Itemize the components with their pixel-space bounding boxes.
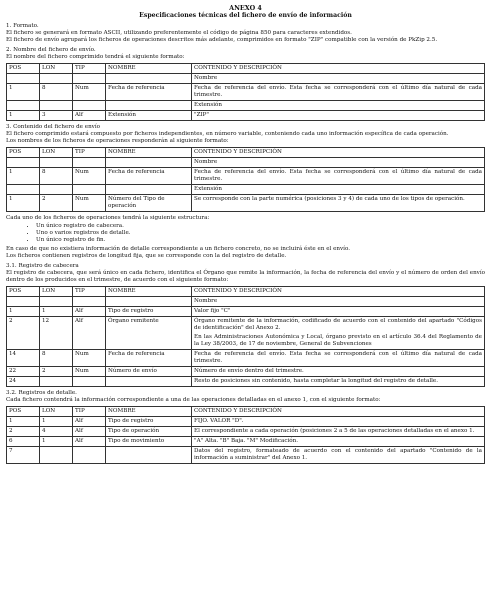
col-pos-header: POS [7, 287, 40, 297]
structure-intro: Cada uno de los ficheros de operaciones tendrá la siguiente estructura: [6, 215, 210, 221]
list-item: • Un único registro de cabecera. [36, 223, 485, 230]
cell-desc-paragraph: En las Administraciones Autonómica y Local, órgano previsto en el artículo 36.4 del Reglamento de la Ley 38/2003, de 17 de noviembre, General de Subvenciones [194, 334, 482, 347]
table-row [7, 367, 485, 377]
cell-nombre: Tipo de registro [106, 417, 192, 427]
table-row [7, 377, 485, 387]
table-row [7, 350, 485, 367]
cell-lon: 8 [40, 350, 73, 367]
col-tip-header: TIP [73, 64, 106, 74]
col-tip-header: TIP [73, 407, 106, 417]
cell-pos: 2 [7, 427, 40, 437]
cell-pos: 22 [7, 367, 40, 377]
cell-desc-paragraph: Órgano remitente de la información, codificado de acuerdo con el contenido del apartado "Códigos de identificación" del Anexo 2. [194, 318, 482, 331]
operation-filename-table [6, 147, 485, 212]
cell-tip [73, 377, 106, 387]
table-subheader-row [7, 158, 485, 168]
cell-pos: 2 [7, 317, 40, 350]
cell-pos: 24 [7, 377, 40, 387]
cell-nombre: Fecha de referencia [106, 84, 192, 101]
cell-lon: 1 [40, 437, 73, 447]
cell-pos: 14 [7, 350, 40, 367]
col-tip-header: TIP [73, 287, 106, 297]
cell-nombre [106, 377, 192, 387]
section-3-2-paragraph: Cada fichero contendrá la información correspondiente a una de las operaciones detalladas en el anexo 1, con el siguiente formato: [6, 397, 381, 403]
col-contenido-header: CONTENIDO Y DESCRIPCIÓN [192, 148, 485, 158]
cell-tip: Alf [73, 437, 106, 447]
structure-note-1: En caso de que no existiera información de detalle correspondiente a un fichero concreto, no se incluirá éste en el envío. [6, 246, 350, 252]
section-1-heading: 1. Formato. [6, 23, 39, 29]
col-pos-header: POS [7, 407, 40, 417]
cell-desc: "A" Alta. "B" Baja. "M" Modificación. [192, 437, 485, 447]
col-nombre-header: NOMBRE [106, 287, 192, 297]
cell-pos: 1 [7, 307, 40, 317]
cell-nombre: Órgano remitente [106, 317, 192, 350]
cell-lon: 2 [40, 367, 73, 377]
cell-desc: Se corresponde con la parte numérica (posiciones 3 y 4) de cada uno de los tipos de operación. [192, 195, 485, 212]
cell-desc: Fecha de referencia del envío. Esta fecha se corresponderá con el último día natural de cada trimestre. [192, 350, 485, 367]
cell-tip: Alf [73, 307, 106, 317]
header-record-table [6, 286, 485, 387]
detail-record-table [6, 406, 485, 464]
cell-desc: Valor fijo "C" [192, 307, 485, 317]
cell-pos: 1 [7, 111, 40, 121]
table-row [7, 437, 485, 447]
cell-desc: El correspondiente a cada operación (posiciones 2 a 5 de las operaciones detalladas en el anexo 1. [192, 427, 485, 437]
table-subheader-row [7, 101, 485, 111]
cell-tip: Num [73, 350, 106, 367]
section-2-heading: 2. Nombre del fichero de envío. [6, 47, 96, 53]
cell-nombre: Extensión [106, 111, 192, 121]
document-title: Especificaciones técnicas del fichero de envío de información [139, 12, 352, 19]
table-header-row [7, 64, 485, 74]
table-header-row [7, 287, 485, 297]
cell-nombre: Fecha de referencia [106, 168, 192, 185]
table-row [7, 427, 485, 437]
cell-lon: 2 [40, 195, 73, 212]
cell-lon [40, 447, 73, 464]
cell-desc: FIJO. VALOR "D". [192, 417, 485, 427]
cell-desc: Resto de posiciones sin contenido, hasta completar la longitud del registro de detalle. [192, 377, 485, 387]
cell-desc: Número de envío dentro del trimestre. [192, 367, 485, 377]
col-nombre-header: NOMBRE [106, 148, 192, 158]
cell-pos: 1 [7, 168, 40, 185]
cell-lon: 3 [40, 111, 73, 121]
section-3-1-paragraph: El registro de cabecera, que será único en cada fichero, identifica el Órgano que remite la información, la fecha de referencia del envío y el número de orden del envío dentro de los producidos en el trimestre, de acuerdo con el siguiente formato: [6, 270, 485, 283]
table-row [7, 195, 485, 212]
annex-label: ANEXO 4 [229, 4, 262, 12]
section-3-1-heading: 3.1. Registro de cabecera [6, 263, 79, 269]
section-3-paragraph-2: Los nombres de los ficheros de operaciones responderán al siguiente formato: [6, 138, 229, 144]
subheader-cell: Extensión [192, 185, 485, 195]
cell-nombre [106, 447, 192, 464]
table-row [7, 111, 485, 121]
cell-nombre: Tipo de registro [106, 307, 192, 317]
table-row [7, 168, 485, 185]
col-pos-header: POS [7, 148, 40, 158]
col-contenido-header: CONTENIDO Y DESCRIPCIÓN [192, 64, 485, 74]
table-row [7, 447, 485, 464]
structure-note-2: Los ficheros contienen registros de longitud fija, que se corresponde con la del registro de detalle. [6, 253, 287, 259]
cell-nombre: Tipo de movimiento [106, 437, 192, 447]
col-pos-header: POS [7, 64, 40, 74]
section-3-paragraph-1: El fichero comprimido estará compuesto por ficheros independientes, en número variable, conteniendo cada uno información específica de cada operación. [6, 131, 449, 137]
section-1-paragraph-1: El fichero se generará en formato ASCII, utilizando preferentemente el código de página 850 para caracteres extendidos. [6, 30, 352, 36]
subheader-cell: Extensión [192, 101, 485, 111]
cell-desc [192, 317, 485, 350]
table-row [7, 84, 485, 101]
table-header-row [7, 407, 485, 417]
table-row [7, 307, 485, 317]
subheader-cell: Nombre [192, 158, 485, 168]
col-lon-header: LON [40, 407, 73, 417]
cell-tip: Num [73, 367, 106, 377]
structure-list [6, 223, 485, 244]
cell-desc: Datos del registro, formateado de acuerdo con el contenido del apartado "Contenido de la información a suministrar" del Anexo 1. [192, 447, 485, 464]
cell-desc: Fecha de referencia del envío. Esta fecha se corresponderá con el último día natural de cada trimestre. [192, 84, 485, 101]
cell-desc: Fecha de referencia del envío. Esta fecha se corresponderá con el último día natural de cada trimestre. [192, 168, 485, 185]
section-3-heading: 3. Contenido del fichero de envío [6, 124, 100, 130]
col-contenido-header: CONTENIDO Y DESCRIPCIÓN [192, 287, 485, 297]
cell-tip: Num [73, 168, 106, 185]
cell-lon: 12 [40, 317, 73, 350]
cell-nombre: Fecha de referencia [106, 350, 192, 367]
list-item: • Uno o varios registros de detalle. [36, 230, 485, 237]
cell-lon: 8 [40, 168, 73, 185]
cell-tip: Alf [73, 111, 106, 121]
col-tip-header: TIP [73, 148, 106, 158]
cell-tip: Alf [73, 427, 106, 437]
table-subheader-row [7, 297, 485, 307]
cell-lon: 4 [40, 427, 73, 437]
section-1-paragraph-2: El fichero de envío agrupará los ficheros de operaciones descritos más adelante, comprimidos en formato "ZIP" compatible con la versión de PkZip 2.5. [6, 37, 438, 43]
cell-nombre: Número del Tipo de operación [106, 195, 192, 212]
cell-tip: Alf [73, 317, 106, 350]
col-lon-header: LON [40, 148, 73, 158]
cell-pos: 7 [7, 447, 40, 464]
cell-lon: 1 [40, 417, 73, 427]
table-row [7, 417, 485, 427]
subheader-cell: Nombre [192, 297, 485, 307]
cell-nombre: Tipo de operación [106, 427, 192, 437]
subheader-cell: Nombre [192, 74, 485, 84]
cell-pos: 1 [7, 84, 40, 101]
cell-tip: Num [73, 195, 106, 212]
table-row [7, 317, 485, 350]
section-2-intro: El nombre del fichero comprimido tendrá el siguiente formato: [6, 54, 185, 60]
cell-tip: Num [73, 84, 106, 101]
col-nombre-header: NOMBRE [106, 64, 192, 74]
cell-lon: 8 [40, 84, 73, 101]
col-lon-header: LON [40, 64, 73, 74]
list-item: • Un único registro de fin. [36, 237, 485, 244]
table-header-row [7, 148, 485, 158]
col-nombre-header: NOMBRE [106, 407, 192, 417]
cell-pos: 1 [7, 417, 40, 427]
section-3-2-heading: 3.2. Registros de detalle. [6, 390, 77, 396]
cell-nombre: Número de envío [106, 367, 192, 377]
cell-tip [73, 447, 106, 464]
cell-desc: "ZIP" [192, 111, 485, 121]
col-contenido-header: CONTENIDO Y DESCRIPCIÓN [192, 407, 485, 417]
cell-lon [40, 377, 73, 387]
cell-pos: 6 [7, 437, 40, 447]
filename-format-table [6, 63, 485, 121]
cell-pos: 1 [7, 195, 40, 212]
table-subheader-row [7, 185, 485, 195]
table-subheader-row [7, 74, 485, 84]
cell-tip: Alf [73, 417, 106, 427]
cell-lon: 1 [40, 307, 73, 317]
col-lon-header: LON [40, 287, 73, 297]
